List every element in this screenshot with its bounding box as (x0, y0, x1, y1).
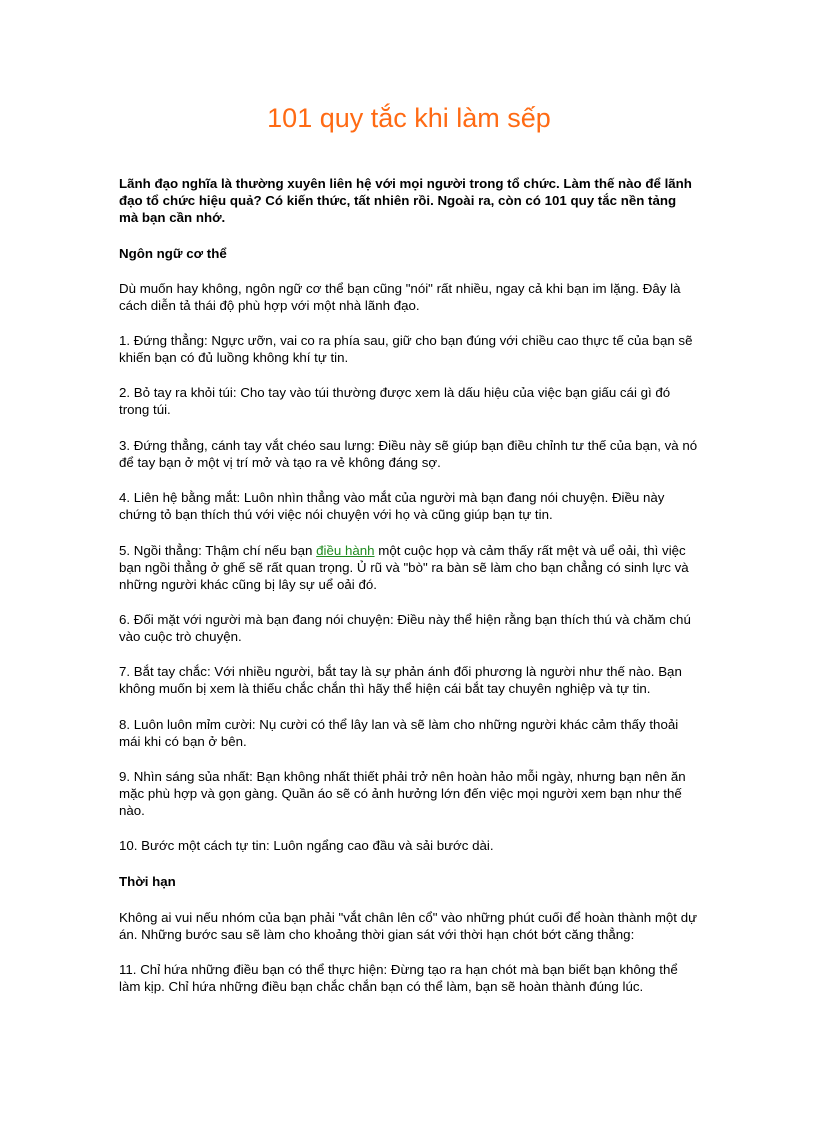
intro-paragraph: Lãnh đạo nghĩa là thường xuyên liên hệ với mọi người trong tổ chức. Làm thế nào để lãnh đạo tổ chức hiệu quả? Có kiến thức, tất nhiên rồi. Ngoài ra, còn có 101 quy tắc nền tảng mà bạn cần nhớ. (119, 176, 692, 225)
section-heading-deadline: Thời hạn (119, 874, 176, 889)
section-lead-paragraph: Không ai vui nếu nhóm của bạn phải "vắt chân lên cổ" vào những phút cuối để hoàn thành một dự án. Những bước sau sẽ làm cho khoảng thời gian sát với thời hạn chót bớt căng thẳng: (119, 910, 697, 942)
list-item-text: một cuộc họp và cảm thấy rất mệt và uể oải, thì việc bạn ngồi thẳng ở ghế sẽ rất quan trọng. Ủ rũ và "bò" ra bàn sẽ làm cho bạn chẳng có sinh lực và những người khác cũng bị lây sự uể oải đó. (119, 543, 689, 592)
section-heading-body-language: Ngôn ngữ cơ thể (119, 246, 227, 261)
link-dieu-hanh[interactable]: điều hành (316, 543, 375, 558)
list-item: 7. Bắt tay chắc: Với nhiều người, bắt tay là sự phản ánh đối phương là người như thế nào. Bạn không muốn bị xem là thiếu chắc chắn thì hãy thể hiện cái bắt tay chuyên nghiệp và tự tin. (119, 664, 682, 696)
list-item (119, 542, 699, 593)
list-item: 2. Bỏ tay ra khỏi túi: Cho tay vào túi thường được xem là dấu hiệu của việc bạn giấu cái gì đó trong túi. (119, 385, 671, 417)
section-lead-paragraph: Dù muốn hay không, ngôn ngữ cơ thể bạn cũng "nói" rất nhiều, ngay cả khi bạn im lặng. Đây là cách diễn tả thái độ phù hợp với một nhà lãnh đạo. (119, 281, 681, 313)
list-item: 10. Bước một cách tự tin: Luôn ngẩng cao đầu và sải bước dài. (119, 838, 494, 853)
list-item: 4. Liên hệ bằng mắt: Luôn nhìn thẳng vào mắt của người mà bạn đang nói chuyện. Điều này chứng tỏ bạn thích thú với việc nói chuyện với họ và cũng giúp bạn tự tin. (119, 490, 665, 522)
page-title: 101 quy tắc khi làm sếp (267, 103, 551, 133)
list-item: 11. Chỉ hứa những điều bạn có thể thực hiện: Đừng tạo ra hạn chót mà bạn biết bạn không thể làm kịp. Chỉ hứa những điều bạn chắc chắn bạn có thể làm, bạn sẽ hoàn thành đúng lúc. (119, 962, 678, 994)
list-item: 3. Đứng thẳng, cánh tay vắt chéo sau lưng: Điều này sẽ giúp bạn điều chỉnh tư thế của bạn, và nó để tay bạn ở một vị trí mở và tạo ra vẻ không đáng sợ. (119, 438, 698, 470)
list-item: 1. Đứng thẳng: Ngực ưỡn, vai co ra phía sau, giữ cho bạn đúng với chiều cao thực tế của bạn sẽ khiến bạn có đủ luồng không khí tự tin. (119, 333, 693, 365)
list-item: 8. Luôn luôn mỉm cười: Nụ cười có thể lây lan và sẽ làm cho những người khác cảm thấy thoải mái khi có bạn ở bên. (119, 717, 679, 749)
list-item: 9. Nhìn sáng sủa nhất: Bạn không nhất thiết phải trở nên hoàn hảo mỗi ngày, nhưng bạn nên ăn mặc phù hợp và gọn gàng. Quần áo sẽ có ảnh hưởng lớn đến việc mọi người xem bạn như thế nào. (119, 769, 686, 818)
list-item: 6. Đối mặt với người mà bạn đang nói chuyện: Điều này thể hiện rằng bạn thích thú và chăm chú vào cuộc trò chuyện. (119, 612, 691, 644)
list-item-text: 5. Ngồi thẳng: Thậm chí nếu bạn (119, 543, 317, 558)
